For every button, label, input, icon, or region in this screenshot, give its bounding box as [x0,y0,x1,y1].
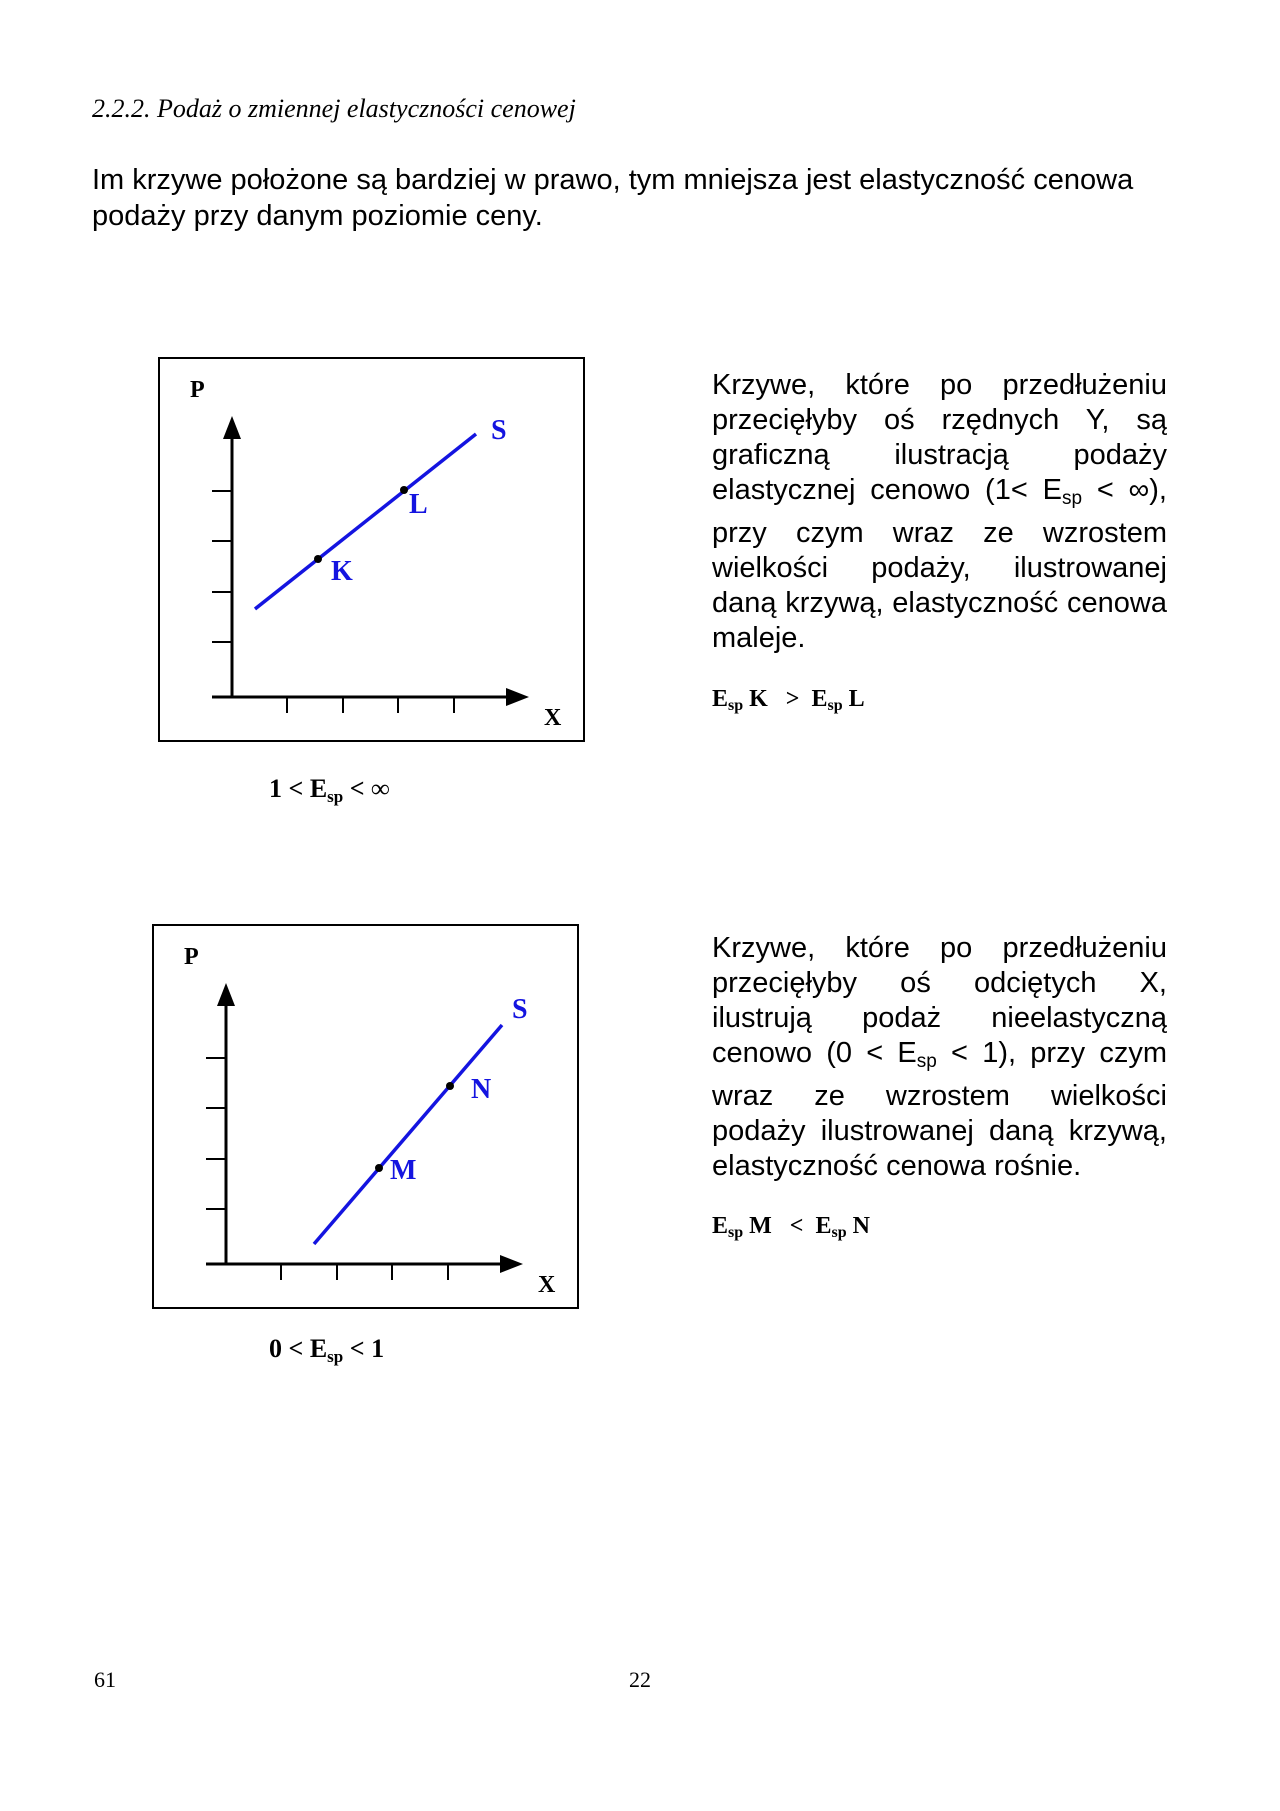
y-axis-arrow [217,983,235,1006]
x-axis-arrow [500,1255,523,1273]
y-axis-label: P [184,944,199,970]
x-axis-arrow [506,688,529,706]
page-number-center: 22 [629,1667,651,1692]
point-label-m: M [390,1155,417,1186]
figure-inelastic-supply-graph [154,926,577,1307]
comparison-formula-inelastic: $E_{sp}$ $M < E_{sp}$ N [712,1213,870,1241]
section-heading: 2.2.2. Podaż o zmiennej elastyczności cenowej [92,94,576,123]
description-inelastic: Krzywe, które po przedłużeniu przecięłyby oś odciętych X, ilustrują podaż nieelastyczną cenowo $(0 < E_{sp} < 1)$, przy czym wraz ze wzrostem wielkości podaży ilustrowanej daną krzywą, elastyczność cenowa rośnie. [712,932,1167,1182]
y-axis-label: P [190,377,205,403]
y-axis-arrow [223,416,241,439]
y-ticks [206,1058,226,1209]
point-k [314,555,322,563]
supply-curve-elastic [255,434,476,609]
supply-curve-inelastic [314,1025,502,1244]
point-l [400,486,408,494]
range-formula-elastic: $1 < E_{sp}$ < ∞ [269,774,390,806]
figure-inelastic-supply-frame [152,924,579,1309]
figure-elastic-supply [158,357,585,742]
x-ticks [281,1264,448,1280]
point-label-k: K [331,556,353,587]
point-label-l: L [409,489,428,520]
point-m [375,1164,383,1172]
y-ticks [212,491,232,642]
point-n [446,1082,454,1090]
x-ticks [287,697,454,713]
page-number-left: 61 [94,1667,116,1692]
intro-paragraph: Im krzywe położone są bardziej w prawo, tym mniejsza jest elastyczność cenowa podaży przy danym poziomie ceny. [92,164,1134,232]
comparison-formula-elastic: $E_{sp}$ $K > E_{sp}$ L [712,686,865,714]
curve-label-s: S [512,994,528,1025]
point-label-n: N [471,1074,492,1105]
curve-label-s: S [491,415,507,446]
figure-elastic-supply-graph [160,359,583,740]
description-elastic: Krzywe, które po przedłużeniu przecięłyby oś rzędnych Y, są graficzną ilustracją podaży elastycznej cenowo ($1< E_{sp}$ < ∞), przy czym wraz ze wzrostem wielkości podaży, ilustrowanej daną krzywą, elastyczność cenowa maleje. [712,369,1167,654]
x-axis-label: X [544,705,562,731]
range-formula-inelastic: $0 < E_{sp} < 1$ [269,1334,385,1366]
x-axis-label: X [538,1272,556,1298]
